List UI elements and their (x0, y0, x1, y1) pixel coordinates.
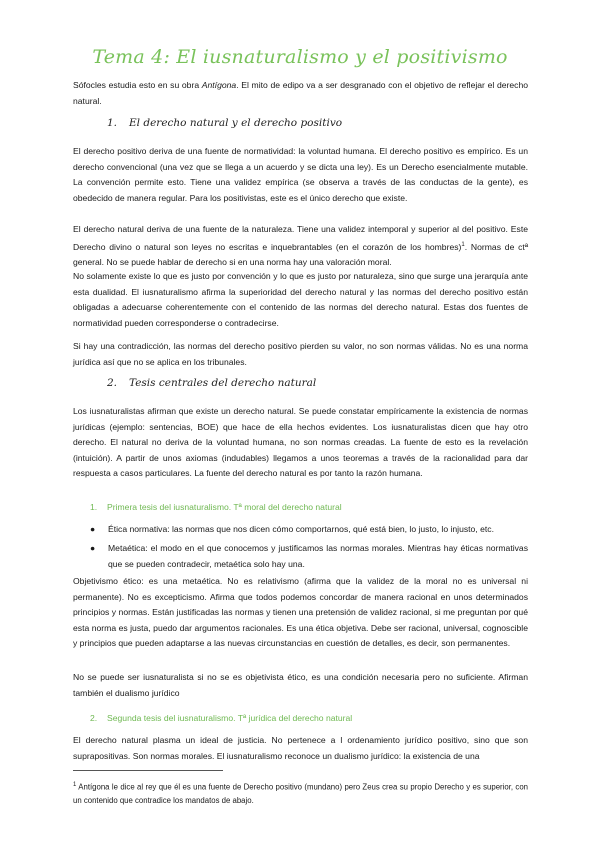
bullet-icon: ● (90, 524, 96, 534)
bullet-item: ● Metaética: el modo en el que conocemos y justificamos las normas morales. Mientras hay éticas normativas que se pueden contradecir, metaética solo hay una. (90, 543, 528, 569)
subsection-2-paragraph-1: El derecho natural plasma un ideal de justicia. No pertenece a l ordenamiento jurídico positivo, sino que son suprapositivas. Son normas morales. El iusnaturalismo reconoce un dualismo jurídico: la existencia de una (73, 735, 528, 761)
section-1-paragraph-3: No solamente existe lo que es justo por convención y lo que es justo por naturaleza, sino que surge una jerarquía ante esta dualidad. El iusnaturalismo afirma la superioridad del derecho natural y las normas del derecho positivo están obligadas a adecuarse coherentemente con el contenido de las normas del derecho natural. Estas dos fuentes de normatividad pueden corresponderse o contradecirse. (73, 271, 528, 328)
footnote-ref: 1 (461, 241, 465, 248)
page-title: Tema 4: El iusnaturalismo y el positivismo (92, 46, 508, 68)
section-2-heading: 2. Tesis centrales del derecho natural (107, 377, 317, 389)
section-1-heading: 1. El derecho natural y el derecho positivo (107, 117, 343, 129)
footnote: $^1$ Antígona le dice al rey que él es una fuente de Derecho positivo (mundano) pero Zeus crea su propio Derecho y es superior, con un contenido que contradice los mandatos de abajo. (73, 782, 528, 805)
section-1-paragraph-2: El derecho natural deriva de una fuente de la naturaleza. Tiene una validez intemporal y superior al del positivo. Este Derecho divino o natural son leyes no escritas e inquebrantables (en el corazón de los hombres)$^1$. Normas de ctª general. No se puede hablar de derecho si en una norma hay una valoración moral. (73, 224, 528, 268)
footnote-divider (73, 770, 223, 771)
section-2-paragraph-1: Los iusnaturalistas afirman que existe un derecho natural. Se puede constatar empíricamente la existencia de normas jurídicas (ejemplo: sentencias, BOE) que hace de ella hechos evidentes. Los iusnaturalistas dicen que hay otro derecho. El natural no deriva de la voluntad humana, no son normas creadas. La fuente de esto es la revelación (intuición). A partir de unos axiomas (indudables) llegamos a unos teoremas a través de la racionalidad para dar respuesta a casos particulares. La fuente del derecho natural es por tanto la razón humana. (73, 406, 528, 479)
section-1-paragraph-4: Si hay una contradicción, las normas del derecho positivo pierden su valor, no son normas válidas. No es una norma jurídica así que no se aplica en los tribunales. (73, 341, 528, 367)
subsection-1-paragraph-2: No se puede ser iusnaturalista si no se es objetivista ético, es una condición necesaria pero no suficiente. Afirman también el dualismo jurídico (73, 672, 528, 698)
section-1-paragraph-1: El derecho positivo deriva de una fuente de normatividad: la voluntad humana. El derecho positivo es empírico. Es un derecho convencional (una vez que se llega a un acuerdo y se dicta una ley). Es un Derecho esencialmente mutable. La convención permite esto. Tiene una validez empírica (se observa a través de las conductas de la gente), es obedecido de manera regular. Para los positivistas, este es el único derecho que existe. (73, 146, 528, 203)
bullet-icon: ● (90, 543, 96, 553)
bullet-item: ● Ética normativa: las normas que nos dicen cómo comportarnos, qué está bien, lo justo, lo injusto, etc. (90, 522, 528, 538)
subsection-2-heading: 2. Segunda tesis del iusnaturalismo. Tª jurídica del derecho natural (90, 713, 353, 723)
subsection-1-heading: 1. Primera tesis del iusnaturalismo. Tª moral del derecho natural (90, 502, 342, 512)
intro-paragraph: Sófocles estudia esto en su obra Antígona. El mito de edipo va a ser desgranado con el objetivo de reflejar el derecho natural. (73, 80, 529, 106)
subsection-1-paragraph-1: Objetivismo ético: es una metaética. No es relativismo (afirma que la validez de la moral no es universal ni permanente). No es excepticismo. Afirma que todos podemos concordar de manera racional en unos determinados principios y normas. Están justificadas las normas y tienen una pretensión de validez racional, si me preguntan por qué esta norma es justa, puedo dar argumentos racionales. Es una ética objetiva. Debe ser racional, universal, cognoscible y principios que pueden adaptarse a las nuevas circunstancias en cuestión de detalles, es decir, son permanentes. (73, 576, 528, 649)
work-title: Antígona (201, 80, 237, 90)
